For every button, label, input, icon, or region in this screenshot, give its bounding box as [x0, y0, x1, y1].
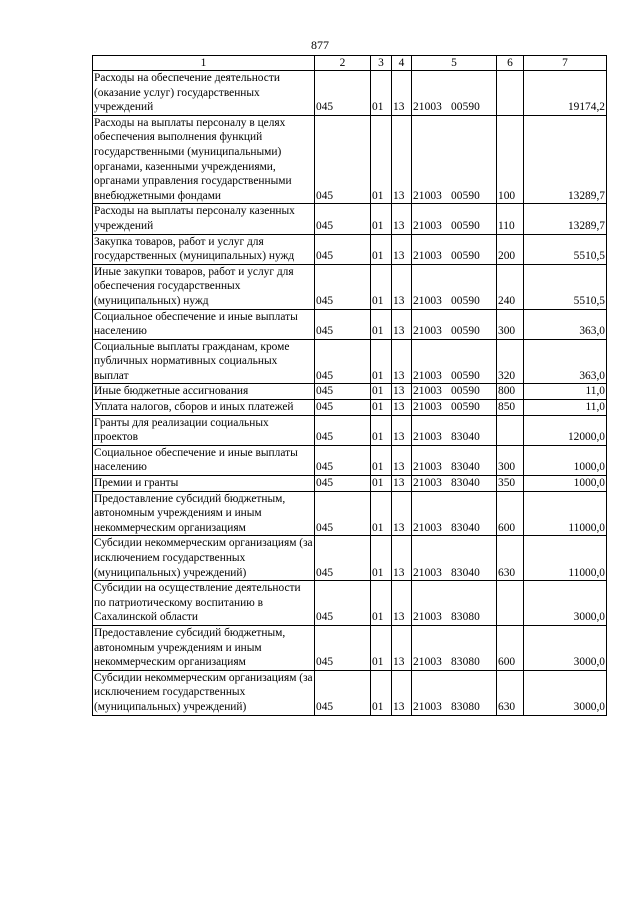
target-article-cell [412, 400, 497, 416]
subsection-code-cell: 13 [392, 71, 412, 116]
amount-cell: 5510,5 [524, 234, 607, 264]
ministry-code-cell: 045 [315, 309, 371, 339]
target-article-direction-code: 83080 [450, 700, 480, 713]
amount-cell: 5510,5 [524, 264, 607, 309]
expense-type-cell: 300 [497, 445, 524, 475]
ministry-code-cell: 045 [315, 536, 371, 581]
table-row [93, 400, 607, 416]
section-code-cell: 01 [371, 115, 392, 204]
table-row [93, 204, 607, 234]
section-code-cell: 01 [371, 400, 392, 416]
target-article-program-code: 21003 [413, 219, 442, 232]
ministry-code-cell: 045 [315, 415, 371, 445]
section-code-cell: 01 [371, 536, 392, 581]
section-code-cell: 01 [371, 415, 392, 445]
expense-name-cell: Предоставление субсидий бюджетным, автономным учреждениям и иным некоммерческим организациям [93, 625, 315, 670]
subsection-code-cell: 13 [392, 581, 412, 626]
target-article-program-code: 21003 [413, 566, 442, 579]
target-article-program-code: 21003 [413, 521, 442, 534]
target-article-cell [412, 491, 497, 536]
section-code-cell: 01 [371, 384, 392, 400]
amount-cell: 13289,7 [524, 115, 607, 204]
target-article-direction-code: 00590 [450, 101, 480, 114]
ministry-code-cell: 045 [315, 384, 371, 400]
ministry-code-cell: 045 [315, 115, 371, 204]
target-article-program-code: 21003 [413, 294, 442, 307]
amount-cell: 19174,2 [524, 71, 607, 116]
amount-cell: 363,0 [524, 339, 607, 384]
target-article-cell [412, 445, 497, 475]
target-article-direction-code: 83080 [450, 656, 480, 669]
amount-cell: 11,0 [524, 384, 607, 400]
section-code-cell: 01 [371, 581, 392, 626]
amount-cell: 11000,0 [524, 536, 607, 581]
target-article-direction-code: 00590 [450, 325, 480, 338]
expense-name-cell: Иные бюджетные ассигнования [93, 384, 315, 400]
subsection-code-cell: 13 [392, 445, 412, 475]
target-article-program-code: 21003 [413, 101, 442, 114]
expense-type-cell: 300 [497, 309, 524, 339]
table-header-row [93, 56, 607, 71]
target-article-cell [412, 384, 497, 400]
amount-cell: 363,0 [524, 309, 607, 339]
section-code-cell: 01 [371, 234, 392, 264]
target-article-cell [412, 204, 497, 234]
table-row [93, 536, 607, 581]
expense-name-cell: Иные закупки товаров, работ и услуг для обеспечения государственных (муниципальных) нужд [93, 264, 315, 309]
target-article-direction-code: 00590 [450, 219, 480, 232]
target-article-direction-code: 83080 [450, 611, 480, 624]
ministry-code-cell: 045 [315, 264, 371, 309]
column-header-7: 7 [524, 56, 607, 71]
expense-type-cell: 600 [497, 625, 524, 670]
ministry-code-cell: 045 [315, 234, 371, 264]
target-article-cell [412, 234, 497, 264]
budget-table [92, 55, 607, 716]
expense-type-cell: 630 [497, 536, 524, 581]
subsection-code-cell: 13 [392, 339, 412, 384]
expense-name-cell: Расходы на выплаты персоналу в целях обеспечения выполнения функций государственными (муниципальными) органами, казенными учреждениями, органами управления государственными внебюджетными фондами [93, 115, 315, 204]
ministry-code-cell: 045 [315, 71, 371, 116]
expense-name-cell: Гранты для реализации социальных проектов [93, 415, 315, 445]
ministry-code-cell: 045 [315, 670, 371, 715]
expense-name-cell: Социальное обеспечение и иные выплаты населению [93, 309, 315, 339]
expense-type-cell [497, 415, 524, 445]
target-article-cell [412, 476, 497, 492]
amount-cell: 1000,0 [524, 476, 607, 492]
subsection-code-cell: 13 [392, 625, 412, 670]
target-article-cell [412, 536, 497, 581]
expense-type-cell: 320 [497, 339, 524, 384]
target-article-cell [412, 415, 497, 445]
column-header-5: 5 [412, 56, 497, 71]
section-code-cell: 01 [371, 204, 392, 234]
expense-type-cell: 350 [497, 476, 524, 492]
column-header-3: 3 [371, 56, 392, 71]
amount-cell: 3000,0 [524, 670, 607, 715]
target-article-program-code: 21003 [413, 461, 442, 474]
ministry-code-cell: 045 [315, 445, 371, 475]
target-article-direction-code: 00590 [450, 294, 480, 307]
ministry-code-cell: 045 [315, 625, 371, 670]
amount-cell: 3000,0 [524, 625, 607, 670]
ministry-code-cell: 045 [315, 339, 371, 384]
table-row [93, 625, 607, 670]
target-article-cell [412, 581, 497, 626]
table-row [93, 234, 607, 264]
target-article-program-code: 21003 [413, 189, 442, 202]
subsection-code-cell: 13 [392, 309, 412, 339]
amount-cell: 1000,0 [524, 445, 607, 475]
section-code-cell: 01 [371, 339, 392, 384]
expense-type-cell: 850 [497, 400, 524, 416]
target-article-cell [412, 625, 497, 670]
expense-name-cell: Социальное обеспечение и иные выплаты населению [93, 445, 315, 475]
expense-type-cell: 240 [497, 264, 524, 309]
amount-cell: 12000,0 [524, 415, 607, 445]
target-article-direction-code: 00590 [450, 401, 480, 414]
table-row [93, 476, 607, 492]
column-header-2: 2 [315, 56, 371, 71]
target-article-direction-code: 83040 [450, 566, 480, 579]
subsection-code-cell: 13 [392, 204, 412, 234]
ministry-code-cell: 045 [315, 204, 371, 234]
target-article-direction-code: 00590 [450, 250, 480, 263]
expense-type-cell: 200 [497, 234, 524, 264]
amount-cell: 13289,7 [524, 204, 607, 234]
amount-cell: 3000,0 [524, 581, 607, 626]
target-article-cell [412, 339, 497, 384]
section-code-cell: 01 [371, 264, 392, 309]
subsection-code-cell: 13 [392, 670, 412, 715]
target-article-program-code: 21003 [413, 656, 442, 669]
target-article-direction-code: 00590 [450, 189, 480, 202]
expense-name-cell: Премии и гранты [93, 476, 315, 492]
expense-type-cell: 110 [497, 204, 524, 234]
section-code-cell: 01 [371, 445, 392, 475]
section-code-cell: 01 [371, 491, 392, 536]
expense-name-cell: Субсидии на осуществление деятельности по патриотическому воспитанию в Сахалинской области [93, 581, 315, 626]
target-article-direction-code: 83040 [450, 431, 480, 444]
table-row [93, 339, 607, 384]
expense-name-cell: Закупка товаров, работ и услуг для государственных (муниципальных) нужд [93, 234, 315, 264]
section-code-cell: 01 [371, 670, 392, 715]
table-row [93, 264, 607, 309]
target-article-program-code: 21003 [413, 325, 442, 338]
expense-name-cell: Субсидии некоммерческим организациям (за исключением государственных (муниципальных) учреждений) [93, 536, 315, 581]
section-code-cell: 01 [371, 625, 392, 670]
subsection-code-cell: 13 [392, 234, 412, 264]
subsection-code-cell: 13 [392, 115, 412, 204]
section-code-cell: 01 [371, 476, 392, 492]
column-header-1: 1 [93, 56, 315, 71]
section-code-cell: 01 [371, 309, 392, 339]
target-article-direction-code: 83040 [450, 477, 480, 490]
expense-name-cell: Уплата налогов, сборов и иных платежей [93, 400, 315, 416]
table-row [93, 581, 607, 626]
target-article-direction-code: 83040 [450, 521, 480, 534]
column-header-4: 4 [392, 56, 412, 71]
ministry-code-cell: 045 [315, 400, 371, 416]
subsection-code-cell: 13 [392, 264, 412, 309]
target-article-program-code: 21003 [413, 700, 442, 713]
column-header-6: 6 [497, 56, 524, 71]
target-article-direction-code: 00590 [450, 369, 480, 382]
table-row [93, 415, 607, 445]
expense-type-cell: 800 [497, 384, 524, 400]
section-code-cell: 01 [371, 71, 392, 116]
expense-type-cell: 630 [497, 670, 524, 715]
table-row [93, 670, 607, 715]
subsection-code-cell: 13 [392, 400, 412, 416]
target-article-cell [412, 309, 497, 339]
target-article-program-code: 21003 [413, 431, 442, 444]
subsection-code-cell: 13 [392, 415, 412, 445]
target-article-program-code: 21003 [413, 401, 442, 414]
target-article-program-code: 21003 [413, 477, 442, 490]
page-number: 877 [311, 38, 329, 52]
target-article-program-code: 21003 [413, 250, 442, 263]
ministry-code-cell: 045 [315, 581, 371, 626]
expense-type-cell [497, 581, 524, 626]
expense-name-cell: Социальные выплаты гражданам, кроме публичных нормативных социальных выплат [93, 339, 315, 384]
expense-type-cell [497, 71, 524, 116]
ministry-code-cell: 045 [315, 491, 371, 536]
target-article-cell [412, 670, 497, 715]
expense-name-cell: Расходы на обеспечение деятельности (оказание услуг) государственных учреждений [93, 71, 315, 116]
expense-name-cell: Субсидии некоммерческим организациям (за исключением государственных (муниципальных) учреждений) [93, 670, 315, 715]
ministry-code-cell: 045 [315, 476, 371, 492]
amount-cell: 11,0 [524, 400, 607, 416]
table-row [93, 445, 607, 475]
expense-type-cell: 600 [497, 491, 524, 536]
target-article-cell [412, 71, 497, 116]
subsection-code-cell: 13 [392, 476, 412, 492]
expense-name-cell: Предоставление субсидий бюджетным, автономным учреждениям и иным некоммерческим организациям [93, 491, 315, 536]
target-article-direction-code: 83040 [450, 461, 480, 474]
target-article-program-code: 21003 [413, 611, 442, 624]
table-row [93, 491, 607, 536]
expense-type-cell: 100 [497, 115, 524, 204]
subsection-code-cell: 13 [392, 384, 412, 400]
target-article-direction-code: 00590 [450, 385, 480, 398]
target-article-cell [412, 264, 497, 309]
table-row [93, 71, 607, 116]
table-row [93, 384, 607, 400]
amount-cell: 11000,0 [524, 491, 607, 536]
expense-name-cell: Расходы на выплаты персоналу казенных учреждений [93, 204, 315, 234]
target-article-program-code: 21003 [413, 369, 442, 382]
subsection-code-cell: 13 [392, 491, 412, 536]
subsection-code-cell: 13 [392, 536, 412, 581]
table-row [93, 309, 607, 339]
target-article-cell [412, 115, 497, 204]
table-row [93, 115, 607, 204]
target-article-program-code: 21003 [413, 385, 442, 398]
